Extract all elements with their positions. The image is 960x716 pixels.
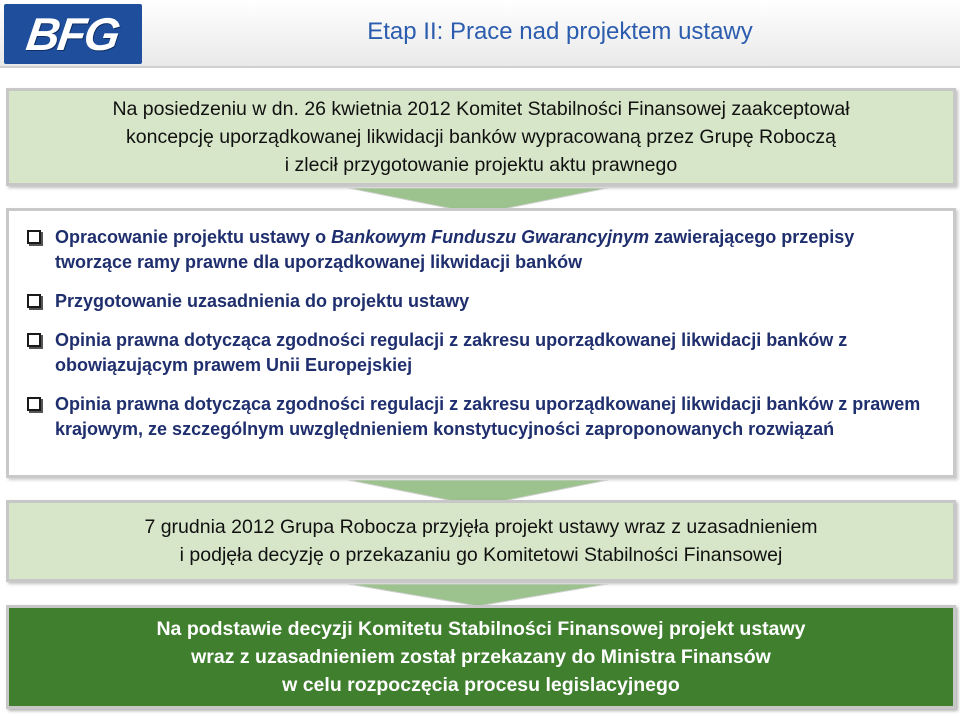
checkbox-bullet-icon bbox=[27, 397, 41, 411]
list-item-text: Przygotowanie uzasadnienia do projektu ustawy bbox=[55, 291, 470, 311]
list-item bbox=[27, 289, 933, 314]
step-box-line: wraz z uzasadnieniem został przekazany do Ministra Finansów bbox=[191, 646, 771, 668]
step-box-line: i podjęła decyzję o przekazaniu go Komitetowi Stabilności Finansowej bbox=[179, 544, 783, 566]
bfg-logo: BFG bbox=[4, 4, 142, 64]
down-arrow-icon bbox=[348, 584, 608, 606]
step-box-handover bbox=[6, 605, 956, 709]
list-item bbox=[27, 392, 933, 442]
step-box-line: w celu rozpoczęcia procesu legislacyjnego bbox=[282, 674, 680, 696]
task-list bbox=[6, 208, 956, 478]
list-item-text: Opinia prawna dotycząca zgodności regulacji z zakresu uporządkowanej likwidacji banków z prawem krajowym, ze szczególnym uwzględnieniem konstytucyjności zaproponowanych rozwiązań bbox=[55, 394, 921, 439]
list-item-text: Opracowanie projektu ustawy o Bankowym Funduszu Gwarancyjnym zawierającego przepisy tworzące ramy prawne dla uporządkowanej likwidacji banków bbox=[55, 227, 855, 272]
step-box-line: Na podstawie decyzji Komitetu Stabilności Finansowej projekt ustawy bbox=[156, 618, 806, 640]
list-item bbox=[27, 328, 933, 378]
step-box-adoption bbox=[6, 500, 956, 582]
step-box-line: Na posiedzeniu w dn. 26 kwietnia 2012 Komitet Stabilności Finansowej zaakceptował bbox=[112, 98, 850, 120]
header bbox=[0, 0, 960, 68]
checkbox-bullet-icon bbox=[27, 294, 41, 308]
list-item-text: Opinia prawna dotycząca zgodności regulacji z zakresu uporządkowanej likwidacji banków z obowiązującym prawem Unii Europejskiej bbox=[55, 330, 848, 375]
page-title: Etap II: Prace nad projektem ustawy bbox=[367, 18, 753, 45]
checkbox-bullet-icon bbox=[27, 230, 41, 244]
step-box-approval bbox=[6, 88, 956, 186]
step-box-line: 7 grudnia 2012 Grupa Robocza przyjęła projekt ustawy wraz z uzasadnieniem bbox=[144, 516, 818, 538]
step-box-line: koncepcję uporządkowanej likwidacji banków wypracowaną przez Grupę Roboczą bbox=[126, 126, 836, 148]
list-item bbox=[27, 225, 933, 275]
step-box-line: i zlecił przygotowanie projektu aktu prawnego bbox=[284, 154, 678, 176]
checkbox-bullet-icon bbox=[27, 333, 41, 347]
